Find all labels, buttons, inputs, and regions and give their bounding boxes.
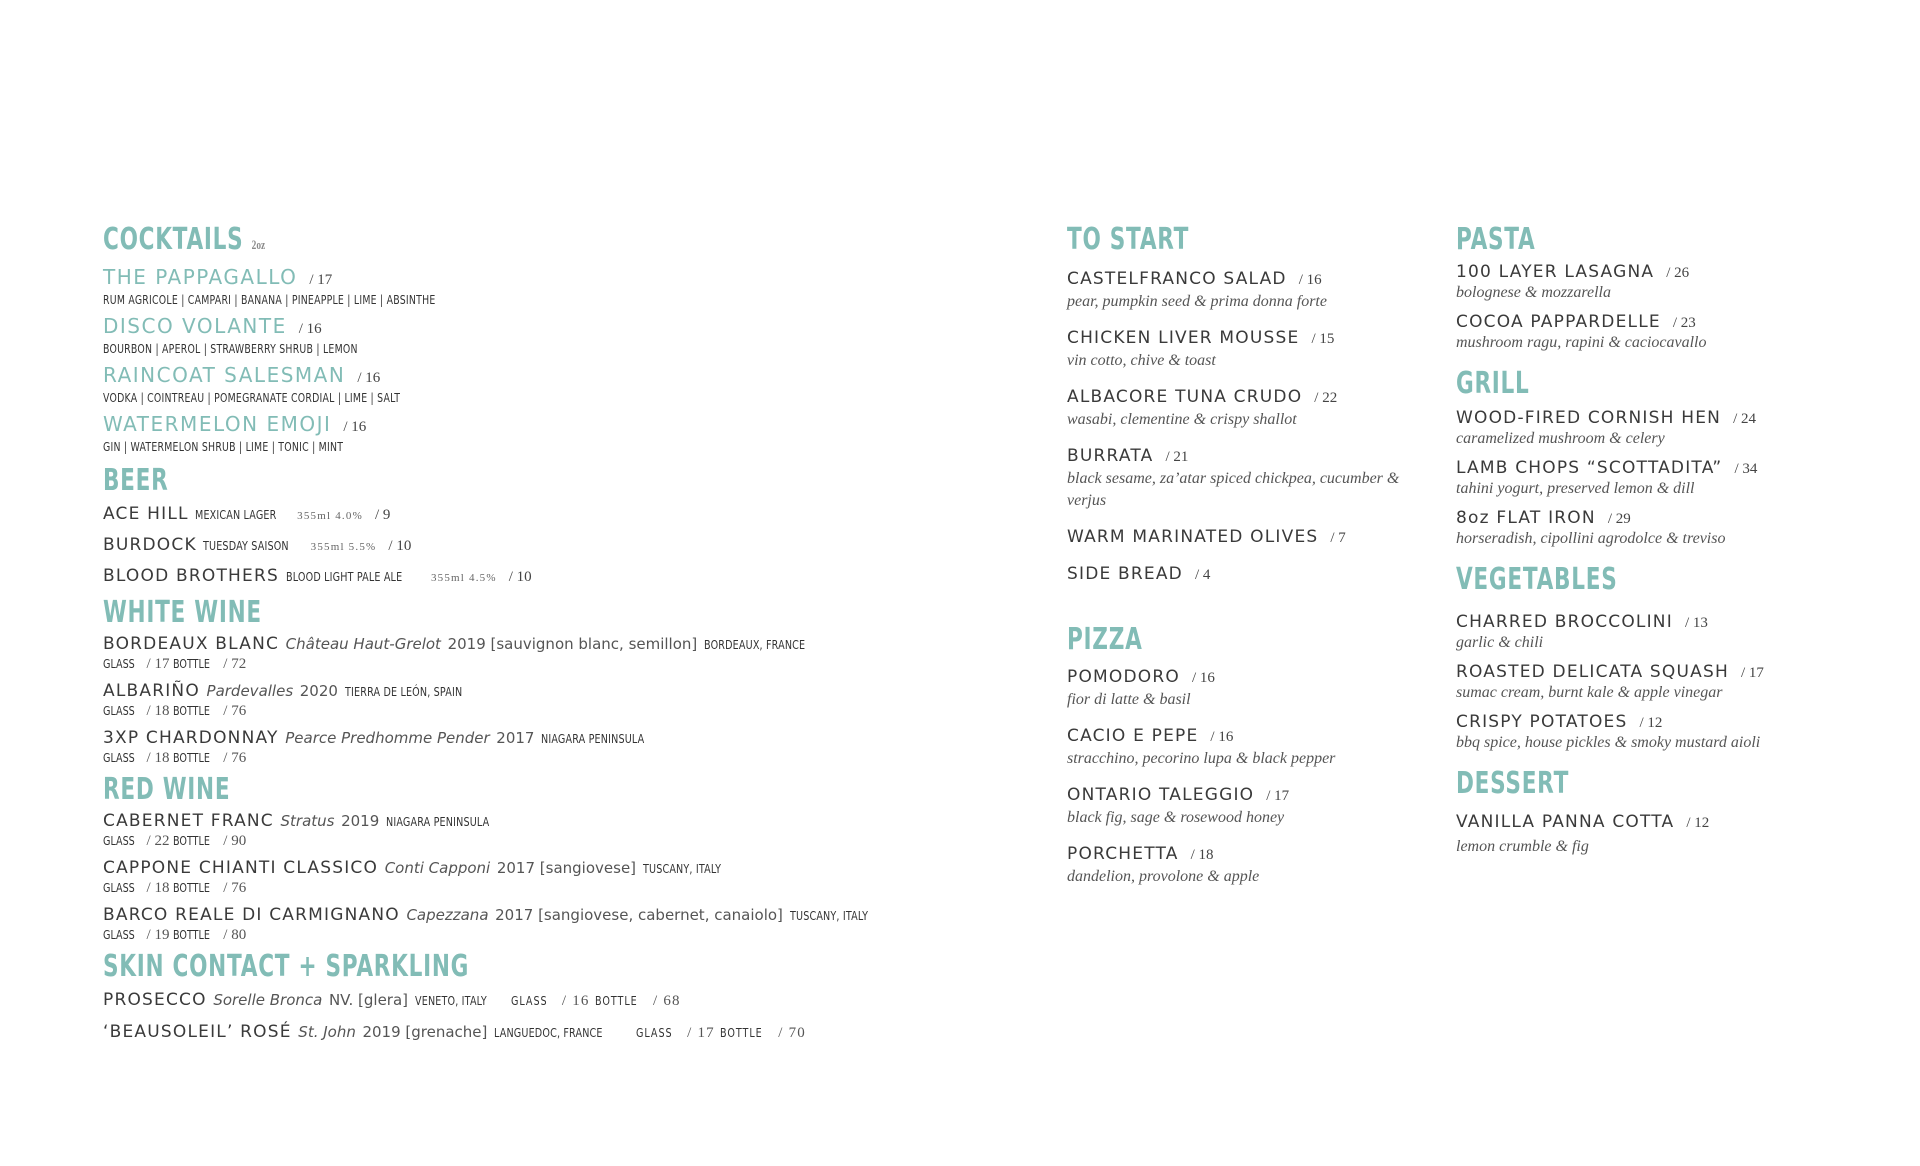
item-description: caramelized mushroom & celery: [1456, 430, 1665, 447]
menu-item: [1067, 843, 1437, 888]
glass-price: / 18: [146, 750, 170, 766]
item-price: / 34: [1734, 461, 1758, 477]
drinks-column: [103, 222, 1003, 1044]
item-name: LAMB CHOPS “SCOTTADITA”: [1456, 458, 1723, 478]
item-price: / 16: [1191, 670, 1215, 686]
grill-heading: GRILL: [1456, 366, 1530, 401]
pizza-heading: PIZZA: [1067, 622, 1143, 657]
glass-price: / 18: [146, 880, 170, 896]
item-name: POMODORO: [1067, 667, 1180, 687]
menu-item: [1456, 262, 1896, 302]
beer-spec: 355ml 5.5%: [310, 541, 377, 553]
cocktail-price: / 16: [343, 419, 367, 435]
wine-name: 3XP CHARDONNAY: [103, 728, 279, 748]
item-price: / 12: [1686, 815, 1710, 831]
menu-item: [1456, 812, 1896, 856]
item-name: PORCHETTA: [1067, 844, 1179, 864]
menu-item: [1067, 563, 1437, 586]
wine-vintage: 2017: [496, 729, 535, 747]
item-name: CHARRED BROCCOLINI: [1456, 612, 1673, 632]
wine-region: TUSCANY, ITALY: [642, 862, 721, 876]
bottle-price: / 76: [223, 703, 247, 719]
cocktail-ingredients: GIN | WATERMELON SHRUB | LIME | TONIC | MINT: [103, 440, 344, 454]
menu-item: [1456, 408, 1896, 448]
menu-item: [1456, 662, 1896, 702]
wine-vintage: 2019 [grenache]: [362, 1023, 488, 1041]
cocktails-heading: [103, 222, 751, 263]
bottle-label: BOTTLE: [173, 657, 211, 671]
cocktail-ingredients: RUM AGRICOLE | CAMPARI | BANANA | PINEAPPLE | LIME | ABSINTHE: [103, 293, 436, 307]
cocktail-price: / 16: [357, 370, 381, 386]
item-name: WARM MARINATED OLIVES: [1067, 527, 1319, 547]
vegetables-heading: VEGETABLES: [1456, 562, 1618, 597]
dessert-heading: DESSERT: [1456, 766, 1570, 801]
wine-producer: Sorelle Bronca: [213, 991, 323, 1009]
glass-price: / 22: [146, 833, 170, 849]
glass-price: / 16: [561, 993, 590, 1009]
bottle-label: BOTTLE: [173, 881, 211, 895]
bottle-label: BOTTLE: [173, 834, 211, 848]
wine-name: PROSECCO: [103, 990, 207, 1010]
glass-label: GLASS: [103, 881, 135, 895]
skin-sparkling-heading: SKIN CONTACT + SPARKLING: [103, 949, 470, 984]
menu-item: [1067, 445, 1437, 512]
menu-item: [1067, 666, 1437, 711]
wine-region: BORDEAUX, FRANCE: [703, 638, 806, 652]
bottle-label: BOTTLE: [173, 704, 211, 718]
bottle-price: / 76: [223, 880, 247, 896]
wine-producer: Château Haut-Grelot: [285, 635, 441, 653]
wine-producer: Stratus: [280, 812, 335, 830]
menu-item: [1456, 612, 1896, 652]
item-price: / 4: [1194, 567, 1211, 583]
wine-region: TIERRA DE LEÓN, SPAIN: [344, 685, 462, 699]
item-price: / 12: [1639, 715, 1663, 731]
cocktail-name: RAINCOAT SALESMAN: [103, 363, 346, 387]
beer-item: [103, 503, 1003, 527]
item-description: black sesame, za’atar spiced chickpea, cucumber & verjus: [1067, 470, 1400, 509]
glass-label: GLASS: [103, 834, 135, 848]
cocktail-item: [103, 265, 1003, 308]
beer-name: BLOOD BROTHERS: [103, 566, 279, 586]
wine-name: BORDEAUX BLANC: [103, 634, 280, 654]
beer-heading: BEER: [103, 463, 169, 498]
cocktail-item: [103, 314, 1003, 357]
item-name: 100 LAYER LASAGNA: [1456, 262, 1655, 282]
cocktail-name: THE PAPPAGALLO: [103, 265, 298, 289]
item-name: ONTARIO TALEGGIO: [1067, 785, 1255, 805]
bottle-price: / 72: [223, 656, 247, 672]
item-description: dandelion, provolone & apple: [1067, 868, 1260, 885]
item-price: / 26: [1666, 265, 1690, 281]
wine-vintage: 2019 [sauvignon blanc, semillon]: [447, 635, 698, 653]
wine-producer: Pearce Predhomme Pender: [285, 729, 490, 747]
item-name: BURRATA: [1067, 446, 1154, 466]
wine-name: ‘BEAUSOLEIL’ ROSÉ: [103, 1022, 292, 1042]
item-description: lemon crumble & fig: [1456, 838, 1589, 855]
beer-spec: 355ml 4.0%: [297, 510, 363, 522]
wine-name: ALBARIÑO: [103, 681, 200, 701]
bottle-label: BOTTLE: [173, 928, 211, 942]
item-description: pear, pumpkin seed & prima donna forte: [1067, 293, 1327, 310]
menu-item: [1067, 725, 1437, 770]
wine-item: [103, 1021, 1003, 1044]
item-description: wasabi, clementine & crispy shallot: [1067, 411, 1297, 428]
item-description: garlic & chili: [1456, 634, 1544, 651]
wine-name: CABERNET FRANC: [103, 811, 274, 831]
red-wine-heading: RED WINE: [103, 772, 231, 807]
wine-producer: Pardevalles: [206, 682, 294, 700]
item-name: SIDE BREAD: [1067, 564, 1183, 584]
beer-item: [103, 534, 1003, 558]
bottle-price: / 76: [223, 750, 247, 766]
wine-vintage: NV. [glera]: [328, 991, 409, 1009]
item-description: black fig, sage & rosewood honey: [1067, 809, 1285, 826]
glass-price: / 17: [687, 1025, 715, 1041]
glass-label: GLASS: [103, 751, 135, 765]
item-price: / 7: [1330, 530, 1346, 546]
bottle-price: / 68: [653, 993, 681, 1009]
item-name: CRISPY POTATOES: [1456, 712, 1628, 732]
menu-item: [1456, 458, 1896, 498]
cocktail-price: / 16: [298, 321, 322, 337]
menu-item: [1067, 327, 1437, 372]
wine-region: NIAGARA PENINSULA: [385, 815, 490, 829]
item-name: COCOA PAPPARDELLE: [1456, 312, 1661, 332]
item-description: fior di latte & basil: [1067, 691, 1191, 708]
bottle-label: BOTTLE: [719, 1026, 763, 1040]
wine-vintage: 2017 [sangiovese, cabernet, canaiolo]: [495, 906, 783, 924]
wine-item: [103, 989, 1003, 1012]
beer-price: / 10: [388, 538, 412, 554]
item-price: / 17: [1740, 665, 1764, 681]
wine-producer: Conti Capponi: [384, 859, 491, 877]
item-description: tahini yogurt, preserved lemon & dill: [1456, 480, 1695, 497]
item-description: vin cotto, chive & toast: [1067, 352, 1216, 369]
item-name: ROASTED DELICATA SQUASH: [1456, 662, 1729, 682]
bottle-price: / 90: [223, 833, 247, 849]
item-price: / 16: [1210, 729, 1234, 745]
cocktail-price: / 17: [309, 272, 333, 288]
cocktail-item: [103, 412, 1003, 455]
wine-name: BARCO REALE DI CARMIGNANO: [103, 905, 400, 925]
item-description: bolognese & mozzarella: [1456, 284, 1611, 301]
wine-item: [103, 680, 1003, 719]
to-start-heading: TO START: [1067, 222, 1190, 257]
glass-label: GLASS: [103, 928, 135, 942]
item-price: / 17: [1266, 788, 1290, 804]
wine-producer: Capezzana: [406, 906, 489, 924]
item-name: WOOD-FIRED CORNISH HEN: [1456, 408, 1722, 428]
wine-vintage: 2019: [341, 812, 380, 830]
wine-item: [103, 727, 1003, 766]
item-price: / 15: [1311, 331, 1335, 347]
item-name: 8oz FLAT IRON: [1456, 508, 1596, 528]
bottle-label: BOTTLE: [173, 751, 211, 765]
starters-column: [1067, 222, 1437, 902]
glass-price: / 18: [146, 703, 170, 719]
wine-producer: St. John: [298, 1023, 356, 1041]
menu-item: [1456, 508, 1896, 548]
wine-region: LANGUEDOC, FRANCE: [494, 1026, 603, 1040]
glass-label: GLASS: [636, 1026, 673, 1040]
bottle-price: / 80: [223, 927, 247, 943]
glass-price: / 17: [146, 656, 170, 672]
white-wine-heading: WHITE WINE: [103, 595, 262, 630]
beer-style: MEXICAN LAGER: [195, 508, 277, 522]
item-price: / 24: [1733, 411, 1756, 427]
glass-label: GLASS: [103, 657, 135, 671]
item-description: bbq spice, house pickles & smoky mustard aioli: [1456, 734, 1761, 751]
cocktail-item: [103, 363, 1003, 406]
wine-vintage: 2017 [sangiovese]: [496, 859, 637, 877]
bottle-label: BOTTLE: [594, 994, 638, 1008]
wine-item: [103, 857, 1003, 896]
beer-name: BURDOCK: [103, 535, 197, 555]
item-name: CASTELFRANCO SALAD: [1067, 269, 1287, 289]
item-description: sumac cream, burnt kale & apple vinegar: [1456, 684, 1723, 701]
cocktail-ingredients: VODKA | COINTREAU | POMEGRANATE CORDIAL | LIME | SALT: [103, 391, 401, 405]
beer-item: [103, 565, 1003, 589]
cocktails-pour-note: 2oz: [251, 237, 266, 252]
beer-style: BLOOD LIGHT PALE ALE: [285, 570, 402, 584]
item-description: horseradish, cipollini agrodolce & treviso: [1456, 530, 1726, 547]
cocktail-name: WATERMELON EMOJI: [103, 412, 332, 436]
beer-spec: 355ml 4.5%: [430, 572, 497, 584]
item-price: / 23: [1672, 315, 1696, 331]
wine-region: TUSCANY, ITALY: [789, 909, 868, 923]
menu-item: [1067, 268, 1437, 313]
cocktail-name: DISCO VOLANTE: [103, 314, 287, 338]
wine-vintage: 2020: [299, 682, 338, 700]
item-description: mushroom ragu, rapini & caciocavallo: [1456, 334, 1707, 351]
menu-item: [1067, 386, 1437, 431]
beer-price: / 9: [374, 507, 391, 523]
glass-label: GLASS: [103, 704, 135, 718]
item-name: ALBACORE TUNA CRUDO: [1067, 387, 1303, 407]
glass-price: / 19: [146, 927, 170, 943]
item-price: / 16: [1298, 272, 1322, 288]
item-price: / 22: [1314, 390, 1338, 406]
wine-item: [103, 810, 1003, 849]
item-name: VANILLA PANNA COTTA: [1456, 812, 1675, 832]
menu-item: [1456, 312, 1896, 352]
pasta-heading: PASTA: [1456, 222, 1536, 257]
item-price: / 29: [1607, 511, 1631, 527]
wine-region: VENETO, ITALY: [414, 994, 487, 1008]
mains-column: [1456, 222, 1896, 866]
cocktail-ingredients: BOURBON | APEROL | STRAWBERRY SHRUB | LEMON: [103, 342, 358, 356]
menu-item: [1067, 784, 1437, 829]
beer-price: / 10: [508, 569, 532, 585]
bottle-price: / 70: [778, 1025, 806, 1041]
glass-label: GLASS: [511, 994, 548, 1008]
item-name: CHICKEN LIVER MOUSSE: [1067, 328, 1300, 348]
beer-style: TUESDAY SAISON: [203, 539, 290, 553]
menu-item: [1067, 526, 1437, 549]
item-description: stracchino, pecorino lupa & black pepper: [1067, 750, 1336, 767]
item-price: / 13: [1684, 615, 1708, 631]
menu-item: [1456, 712, 1896, 752]
wine-region: NIAGARA PENINSULA: [541, 732, 645, 746]
item-price: / 18: [1190, 847, 1214, 863]
item-price: / 21: [1165, 449, 1189, 465]
wine-item: [103, 904, 1003, 943]
cocktails-title: COCKTAILS: [103, 222, 244, 257]
wine-item: [103, 633, 1003, 672]
item-name: CACIO E PEPE: [1067, 726, 1199, 746]
beer-name: ACE HILL: [103, 504, 189, 524]
wine-name: CAPPONE CHIANTI CLASSICO: [103, 858, 379, 878]
